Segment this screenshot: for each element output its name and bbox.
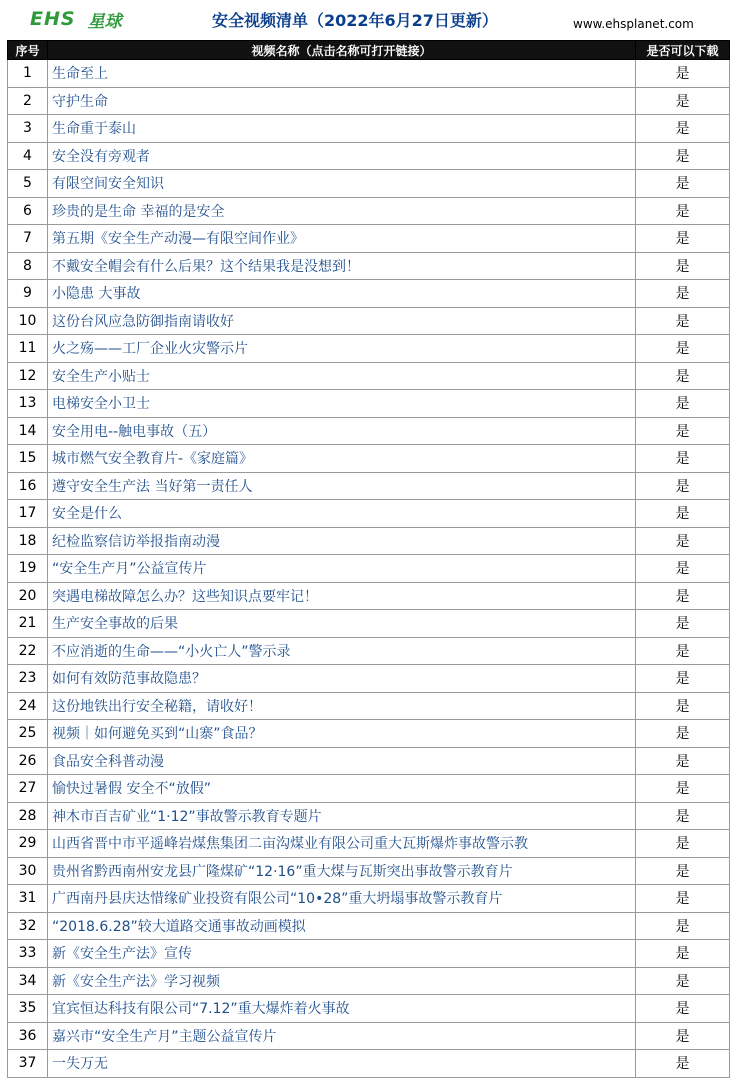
video-link[interactable]: 生命重于泰山: [48, 115, 636, 143]
download-status: 是: [636, 555, 730, 583]
row-number: 13: [8, 390, 48, 418]
video-link[interactable]: 第五期《安全生产动漫—有限空间作业》: [48, 225, 636, 253]
table-row: [8, 500, 730, 528]
video-link[interactable]: 嘉兴市“安全生产月”主题公益宣传片: [48, 1022, 636, 1050]
download-status: 是: [636, 252, 730, 280]
row-number: 18: [8, 527, 48, 555]
download-status: 是: [636, 390, 730, 418]
table-row: [8, 555, 730, 583]
table-row: [8, 582, 730, 610]
download-status: 是: [636, 637, 730, 665]
download-status: 是: [636, 692, 730, 720]
video-link[interactable]: 山西省晋中市平遥峰岩煤焦集团二亩沟煤业有限公司重大瓦斯爆炸事故警示教: [48, 830, 636, 858]
video-link[interactable]: 不戴安全帽会有什么后果？这个结果我是没想到！: [48, 252, 636, 280]
video-link[interactable]: 一失万无: [48, 1050, 636, 1078]
video-link[interactable]: 电梯安全小卫士: [48, 390, 636, 418]
download-status: 是: [636, 362, 730, 390]
download-status: 是: [636, 665, 730, 693]
row-number: 17: [8, 500, 48, 528]
row-number: 8: [8, 252, 48, 280]
row-number: 32: [8, 912, 48, 940]
download-status: 是: [636, 802, 730, 830]
column-header-downloadable: 是否可以下载: [636, 41, 730, 60]
table-row: [8, 362, 730, 390]
download-status: 是: [636, 995, 730, 1023]
row-number: 10: [8, 307, 48, 335]
ehs-planet-logo: [30, 8, 122, 30]
video-link[interactable]: 城市燃气安全教育片-《家庭篇》: [48, 445, 636, 473]
table-row: [8, 1050, 730, 1078]
video-link[interactable]: 不应消逝的生命——“小火亡人”警示录: [48, 637, 636, 665]
table-row: [8, 940, 730, 968]
row-number: 16: [8, 472, 48, 500]
row-number: 31: [8, 885, 48, 913]
video-link[interactable]: 安全没有旁观者: [48, 142, 636, 170]
table-row: [8, 1022, 730, 1050]
row-number: 20: [8, 582, 48, 610]
download-status: 是: [636, 500, 730, 528]
video-link[interactable]: 生产安全事故的后果: [48, 610, 636, 638]
table-row: [8, 775, 730, 803]
video-link[interactable]: 神木市百吉矿业“1·12”事故警示教育专题片: [48, 802, 636, 830]
video-link[interactable]: “2018.6.28”较大道路交通事故动画模拟: [48, 912, 636, 940]
table-row: [8, 637, 730, 665]
row-number: 26: [8, 747, 48, 775]
download-status: 是: [636, 142, 730, 170]
download-status: 是: [636, 747, 730, 775]
row-number: 36: [8, 1022, 48, 1050]
video-link[interactable]: “安全生产月”公益宣传片: [48, 555, 636, 583]
table-row: [8, 912, 730, 940]
video-link[interactable]: 突遇电梯故障怎么办？这些知识点要牢记！: [48, 582, 636, 610]
download-status: 是: [636, 225, 730, 253]
row-number: 29: [8, 830, 48, 858]
download-status: 是: [636, 307, 730, 335]
download-status: 是: [636, 885, 730, 913]
column-header-video-name: 视频名称（点击名称可打开链接）: [48, 41, 636, 60]
video-link[interactable]: 新《安全生产法》宣传: [48, 940, 636, 968]
table-row: [8, 170, 730, 198]
video-link[interactable]: 宜宾恒达科技有限公司“7.12”重大爆炸着火事故: [48, 995, 636, 1023]
row-number: 27: [8, 775, 48, 803]
video-list-table: [7, 40, 730, 1078]
row-number: 19: [8, 555, 48, 583]
table-row: [8, 802, 730, 830]
row-number: 24: [8, 692, 48, 720]
row-number: 5: [8, 170, 48, 198]
download-status: 是: [636, 527, 730, 555]
download-status: 是: [636, 87, 730, 115]
row-number: 4: [8, 142, 48, 170]
table-row: [8, 857, 730, 885]
video-link[interactable]: 这份地铁出行安全秘籍，请收好！: [48, 692, 636, 720]
download-status: 是: [636, 335, 730, 363]
download-status: 是: [636, 582, 730, 610]
video-link[interactable]: 如何有效防范事故隐患？: [48, 665, 636, 693]
logo-subtext: 星球: [87, 11, 122, 32]
row-number: 3: [8, 115, 48, 143]
page-title: 安全视频清单（2022年6月27日更新）: [212, 11, 498, 30]
video-link[interactable]: 食品安全科普动漫: [48, 747, 636, 775]
table-row: [8, 115, 730, 143]
table-row: [8, 830, 730, 858]
download-status: 是: [636, 197, 730, 225]
table-row: [8, 307, 730, 335]
download-status: 是: [636, 1050, 730, 1078]
row-number: 34: [8, 967, 48, 995]
table-row: [8, 280, 730, 308]
download-status: 是: [636, 472, 730, 500]
video-link[interactable]: 珍贵的是生命 幸福的是安全: [48, 197, 636, 225]
row-number: 33: [8, 940, 48, 968]
video-link[interactable]: 遵守安全生产法 当好第一责任人: [48, 472, 636, 500]
download-status: 是: [636, 720, 730, 748]
table-row: [8, 417, 730, 445]
table-row: [8, 665, 730, 693]
video-link[interactable]: 视频｜如何避免买到“山寨”食品？: [48, 720, 636, 748]
table-row: [8, 60, 730, 88]
download-status: 是: [636, 280, 730, 308]
table-row: [8, 445, 730, 473]
table-row: [8, 692, 730, 720]
download-status: 是: [636, 775, 730, 803]
video-link[interactable]: 火之殇——工厂企业火灾警示片: [48, 335, 636, 363]
video-link[interactable]: 安全用电--触电事故（五）: [48, 417, 636, 445]
download-status: 是: [636, 115, 730, 143]
video-link[interactable]: 小隐患 大事故: [48, 280, 636, 308]
table-row: [8, 720, 730, 748]
website-url: www.ehsplanet.com: [573, 17, 694, 31]
row-number: 7: [8, 225, 48, 253]
download-status: 是: [636, 940, 730, 968]
row-number: 25: [8, 720, 48, 748]
table-row: [8, 335, 730, 363]
row-number: 37: [8, 1050, 48, 1078]
table-row: [8, 527, 730, 555]
download-status: 是: [636, 1022, 730, 1050]
video-link[interactable]: 守护生命: [48, 87, 636, 115]
download-status: 是: [636, 857, 730, 885]
table-row: [8, 610, 730, 638]
video-link[interactable]: 愉快过暑假 安全不“放假”: [48, 775, 636, 803]
video-link[interactable]: 有限空间安全知识: [48, 170, 636, 198]
table-row: [8, 885, 730, 913]
row-number: 35: [8, 995, 48, 1023]
video-link[interactable]: 安全生产小贴士: [48, 362, 636, 390]
download-status: 是: [636, 912, 730, 940]
download-status: 是: [636, 610, 730, 638]
row-number: 15: [8, 445, 48, 473]
table-row: [8, 87, 730, 115]
video-link[interactable]: 生命至上: [48, 60, 636, 88]
download-status: 是: [636, 170, 730, 198]
video-link[interactable]: 贵州省黔西南州安龙县广隆煤矿“12·16”重大煤与瓦斯突出事故警示教育片: [48, 857, 636, 885]
column-header-number: 序号: [8, 41, 48, 60]
table-row: [8, 197, 730, 225]
table-row: [8, 967, 730, 995]
download-status: 是: [636, 967, 730, 995]
row-number: 6: [8, 197, 48, 225]
row-number: 9: [8, 280, 48, 308]
download-status: 是: [636, 417, 730, 445]
video-link[interactable]: 安全是什么: [48, 500, 636, 528]
row-number: 1: [8, 60, 48, 88]
row-number: 22: [8, 637, 48, 665]
video-link[interactable]: 这份台风应急防御指南请收好: [48, 307, 636, 335]
video-link[interactable]: 纪检监察信访举报指南动漫: [48, 527, 636, 555]
table-row: [8, 390, 730, 418]
row-number: 14: [8, 417, 48, 445]
table-row: [8, 142, 730, 170]
table-header-row: [8, 41, 730, 60]
download-status: 是: [636, 830, 730, 858]
row-number: 11: [8, 335, 48, 363]
video-link[interactable]: 新《安全生产法》学习视频: [48, 967, 636, 995]
download-status: 是: [636, 445, 730, 473]
logo-text: EHS: [30, 8, 76, 30]
row-number: 28: [8, 802, 48, 830]
table-row: [8, 472, 730, 500]
video-link[interactable]: 广西南丹县庆达惜缘矿业投资有限公司“10•28”重大坍塌事故警示教育片: [48, 885, 636, 913]
table-row: [8, 225, 730, 253]
row-number: 21: [8, 610, 48, 638]
row-number: 23: [8, 665, 48, 693]
row-number: 12: [8, 362, 48, 390]
download-status: 是: [636, 60, 730, 88]
row-number: 2: [8, 87, 48, 115]
table-row: [8, 747, 730, 775]
page-header: [0, 0, 738, 40]
table-row: [8, 252, 730, 280]
table-row: [8, 995, 730, 1023]
row-number: 30: [8, 857, 48, 885]
